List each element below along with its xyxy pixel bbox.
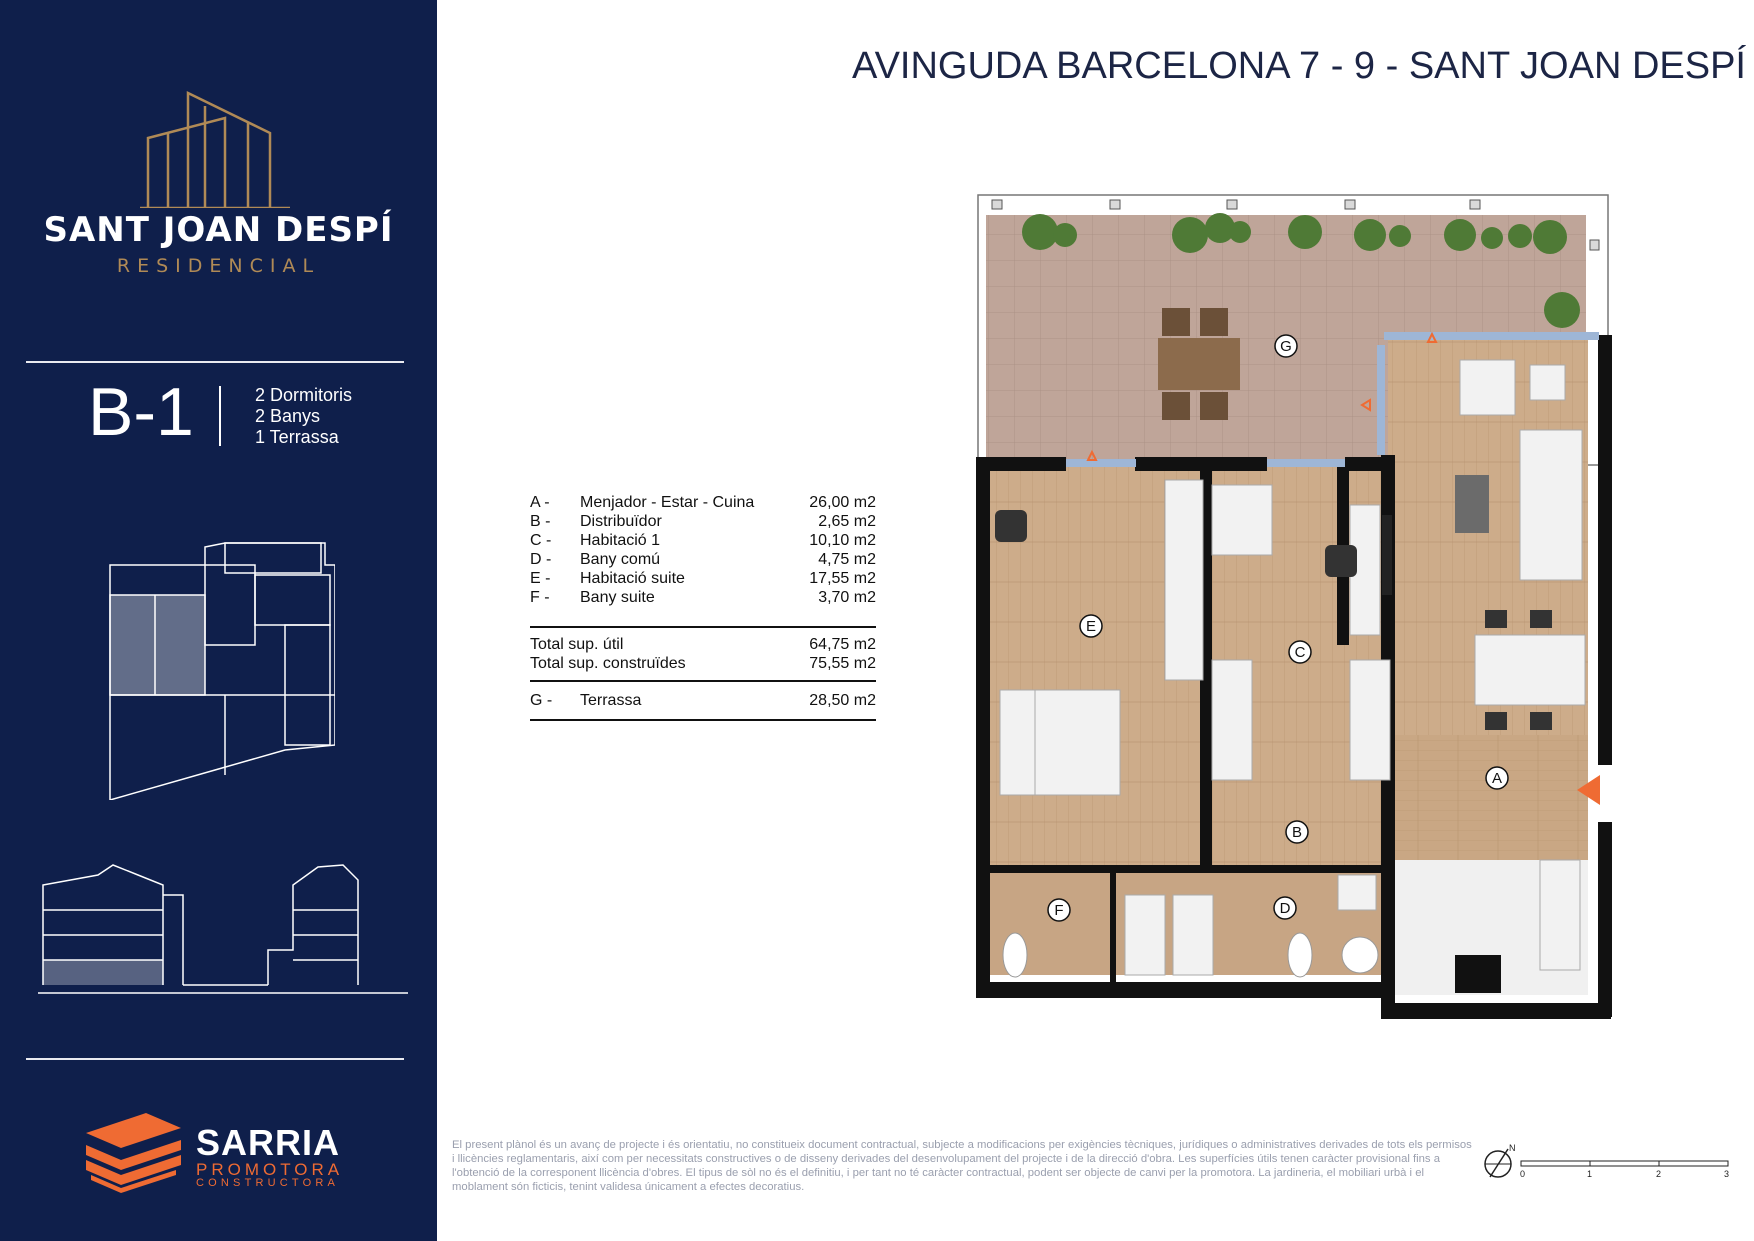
unit-code: B-1 — [88, 374, 194, 450]
area-value: 26,00 m2 — [809, 494, 876, 511]
area-label: Habitació 1 — [580, 532, 661, 549]
terrace-row — [530, 692, 876, 711]
feature-bathrooms: 2 Banys — [255, 406, 321, 426]
floor-plan — [976, 190, 1626, 1020]
brand-subtitle: RESIDENCIAL — [116, 255, 321, 277]
room-label-c: C — [1294, 644, 1306, 661]
brand-name: SANT JOAN DESPÍ — [43, 210, 394, 250]
divider-top — [26, 361, 404, 363]
area-letter: D - — [530, 551, 552, 568]
address-title: AVINGUDA BARCELONA 7 - 9 - SANT JOAN DESPÍ — [852, 45, 1746, 87]
area-label: Habitació suite — [580, 570, 685, 587]
area-label: Terrassa — [580, 692, 642, 709]
room-label-d: D — [1279, 900, 1291, 917]
area-row — [530, 513, 876, 532]
room-label-e: E — [1085, 618, 1097, 635]
area-letter: E - — [530, 570, 551, 587]
area-value: 4,75 m2 — [818, 551, 876, 568]
area-label: Bany suite — [580, 589, 655, 606]
sarria-logo-icon — [86, 1113, 186, 1193]
scale-bar — [1520, 1152, 1740, 1182]
area-letter: G - — [530, 692, 553, 709]
unit-divider — [219, 386, 221, 446]
area-letter: A - — [530, 494, 550, 511]
disclaimer-text: El present plànol és un avanç de projecte i és orientatiu, no constitueix document contractual, subjecte a modificacions per exigències tècniques, jurídiques o administratives derivades de tots els permisos i llicències reglamentaris, així com per necessitats constructives o de disseny derivades del desenvolupament del projecte i de la direcció d'obra. Les superfícies útils tenen caràcter provisional fins a l'obtenció de la corresponent llicència d'obres. El tipus de sòl no és el definitiu, i per tant no té caràcter contractual, podent ser objecte de canvi per la promotora. La jardineria, el mobiliari urbà i el moblament són ficticis, tenint validesa únicament a efectes decoratius. — [452, 1139, 1472, 1193]
area-letter: B - — [530, 513, 551, 530]
area-value: 2,65 m2 — [818, 513, 876, 530]
feature-bedrooms: 2 Dormitoris — [255, 385, 353, 405]
area-letter: F - — [530, 589, 550, 606]
total-row — [530, 655, 876, 674]
area-row — [530, 532, 876, 551]
area-label: Bany comú — [580, 551, 661, 568]
scale-label: 1 — [1587, 1169, 1593, 1179]
area-row — [530, 570, 876, 589]
promoter-line2: PROMOTORA — [196, 1160, 344, 1179]
scale-label: 0 — [1520, 1169, 1526, 1179]
area-row — [530, 589, 876, 608]
total-value: 64,75 m2 — [809, 636, 876, 653]
table-divider — [530, 719, 876, 721]
scale-label: 2 — [1656, 1169, 1662, 1179]
building-keyplan-icon — [105, 535, 335, 800]
sidebar — [0, 0, 437, 1241]
total-value: 75,55 m2 — [809, 655, 876, 672]
room-label-a: A — [1491, 770, 1503, 787]
north-compass-icon — [1480, 1142, 1520, 1182]
area-letter: C - — [530, 532, 552, 549]
area-value: 28,50 m2 — [809, 692, 876, 709]
building-logo-icon — [140, 88, 290, 208]
feature-terrace: 1 Terrassa — [255, 427, 339, 447]
room-label-f: F — [1054, 902, 1064, 919]
area-label: Menjador - Estar - Cuina — [580, 494, 755, 511]
total-label: Total sup. construïdes — [530, 655, 686, 672]
area-label: Distribuïdor — [580, 513, 662, 530]
compass-label: N — [1509, 1143, 1516, 1153]
area-value: 17,55 m2 — [809, 570, 876, 587]
total-row — [530, 636, 876, 655]
divider-bottom — [26, 1058, 404, 1060]
area-value: 3,70 m2 — [818, 589, 876, 606]
scale-label: 3 — [1724, 1169, 1730, 1179]
area-value: 10,10 m2 — [809, 532, 876, 549]
room-label-g: G — [1280, 338, 1292, 355]
total-label: Total sup. útil — [530, 636, 624, 653]
promoter-line3: CONSTRUCTORA — [196, 1177, 340, 1189]
room-label-b: B — [1291, 824, 1303, 841]
promoter-name: SARRIA — [196, 1122, 341, 1163]
area-table — [530, 494, 876, 721]
area-row — [530, 551, 876, 570]
area-row — [530, 494, 876, 513]
unit-features — [255, 385, 352, 448]
building-section-icon — [38, 855, 408, 995]
